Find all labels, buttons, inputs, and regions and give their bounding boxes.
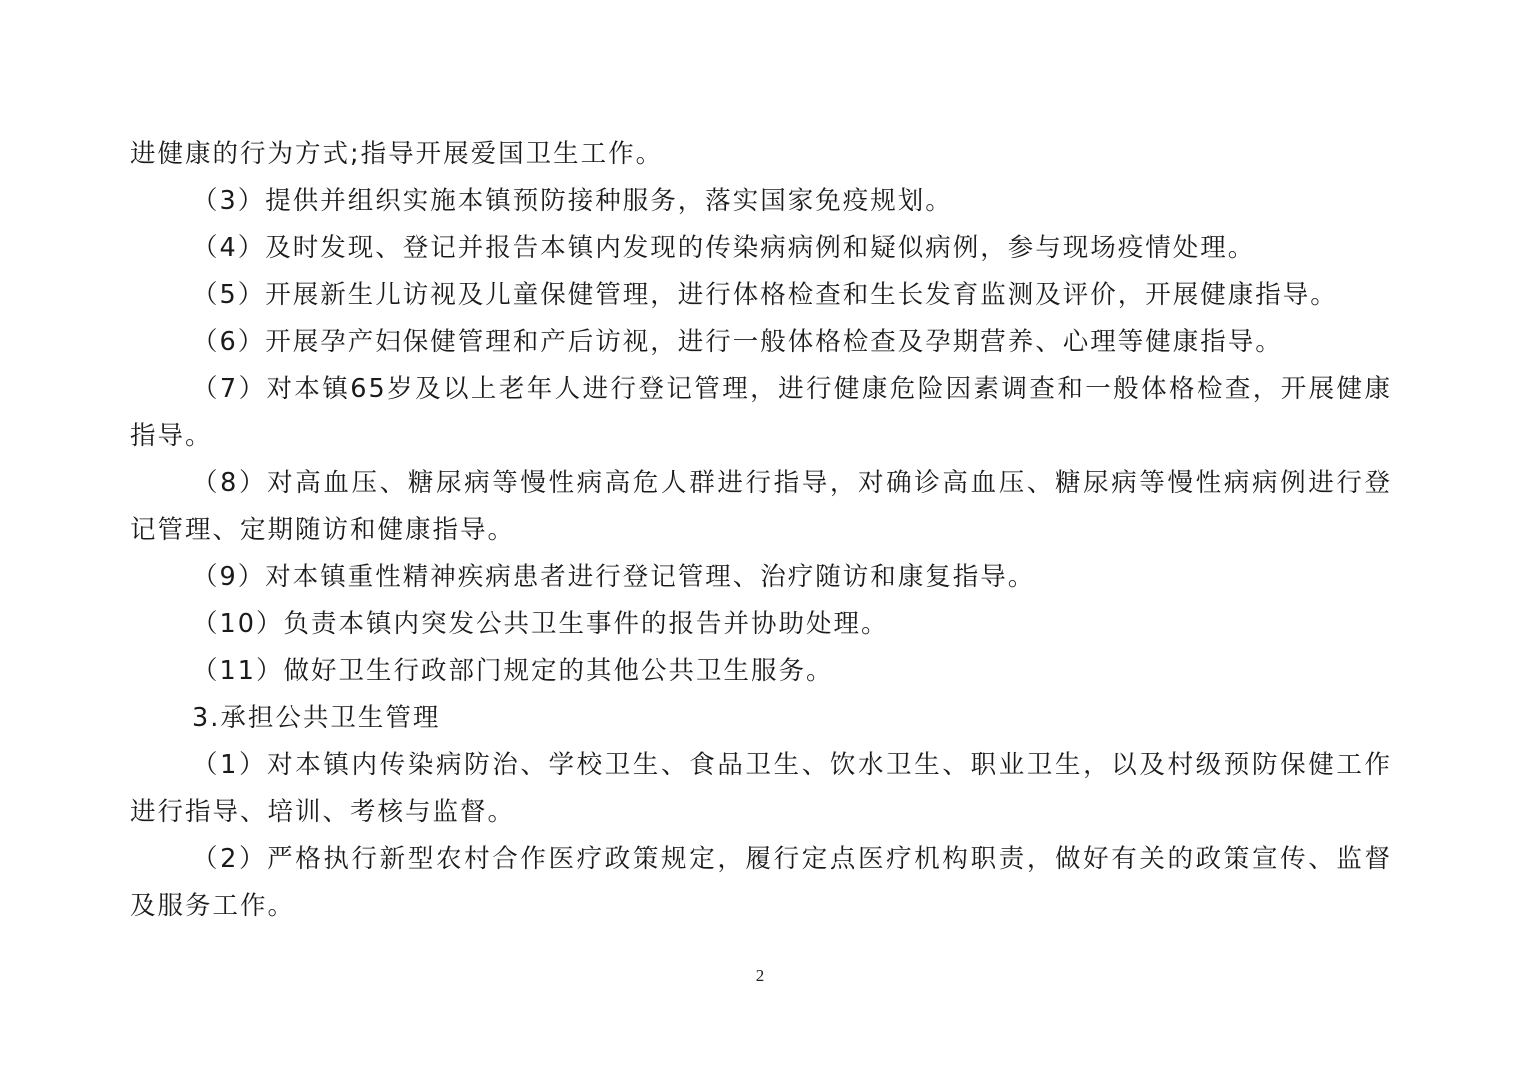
section-heading: 3.承担公共卫生管理 xyxy=(192,703,441,733)
paragraph-continuation: 进健康的行为方式;指导开展爱国卫生工作。 xyxy=(130,139,664,169)
paragraph-item-8: （8）对高血压、糖尿病等慢性病高危人群进行指导，对确诊高血压、糖尿病等慢性病病例进行登记管理、定期随访和健康指导。 xyxy=(130,468,1392,545)
paragraph-item-11: （11）做好卫生行政部门规定的其他公共卫生服务。 xyxy=(192,656,834,686)
page-number: 2 xyxy=(755,966,765,985)
paragraph-item-7: （7）对本镇65岁及以上老年人进行登记管理，进行健康危险因素调查和一般体格检查，开展健康指导。 xyxy=(130,374,1392,451)
document-body xyxy=(130,131,1392,930)
paragraph-item-9: （9）对本镇重性精神疾病患者进行登记管理、治疗随访和康复指导。 xyxy=(192,562,1036,592)
paragraph-item-4: （4）及时发现、登记并报告本镇内发现的传染病病例和疑似病例，参与现场疫情处理。 xyxy=(192,233,1256,263)
paragraph-item-6: （6）开展孕产妇保健管理和产后访视，进行一般体格检查及孕期营养、心理等健康指导。 xyxy=(192,327,1283,357)
paragraph-section3-item-2: （2）严格执行新型农村合作医疗政策规定，履行定点医疗机构职责，做好有关的政策宣传、监督及服务工作。 xyxy=(130,844,1392,921)
paragraph-item-3: （3）提供并组织实施本镇预防接种服务，落实国家免疫规划。 xyxy=(192,186,953,216)
paragraph-item-5: （5）开展新生儿访视及儿童保健管理，进行体格检查和生长发育监测及评价，开展健康指导。 xyxy=(192,280,1338,310)
paragraph-item-10: （10）负责本镇内突发公共卫生事件的报告并协助处理。 xyxy=(192,609,889,639)
paragraph-section3-item-1: （1）对本镇内传染病防治、学校卫生、食品卫生、饮水卫生、职业卫生，以及村级预防保健工作进行指导、培训、考核与监督。 xyxy=(130,750,1392,827)
